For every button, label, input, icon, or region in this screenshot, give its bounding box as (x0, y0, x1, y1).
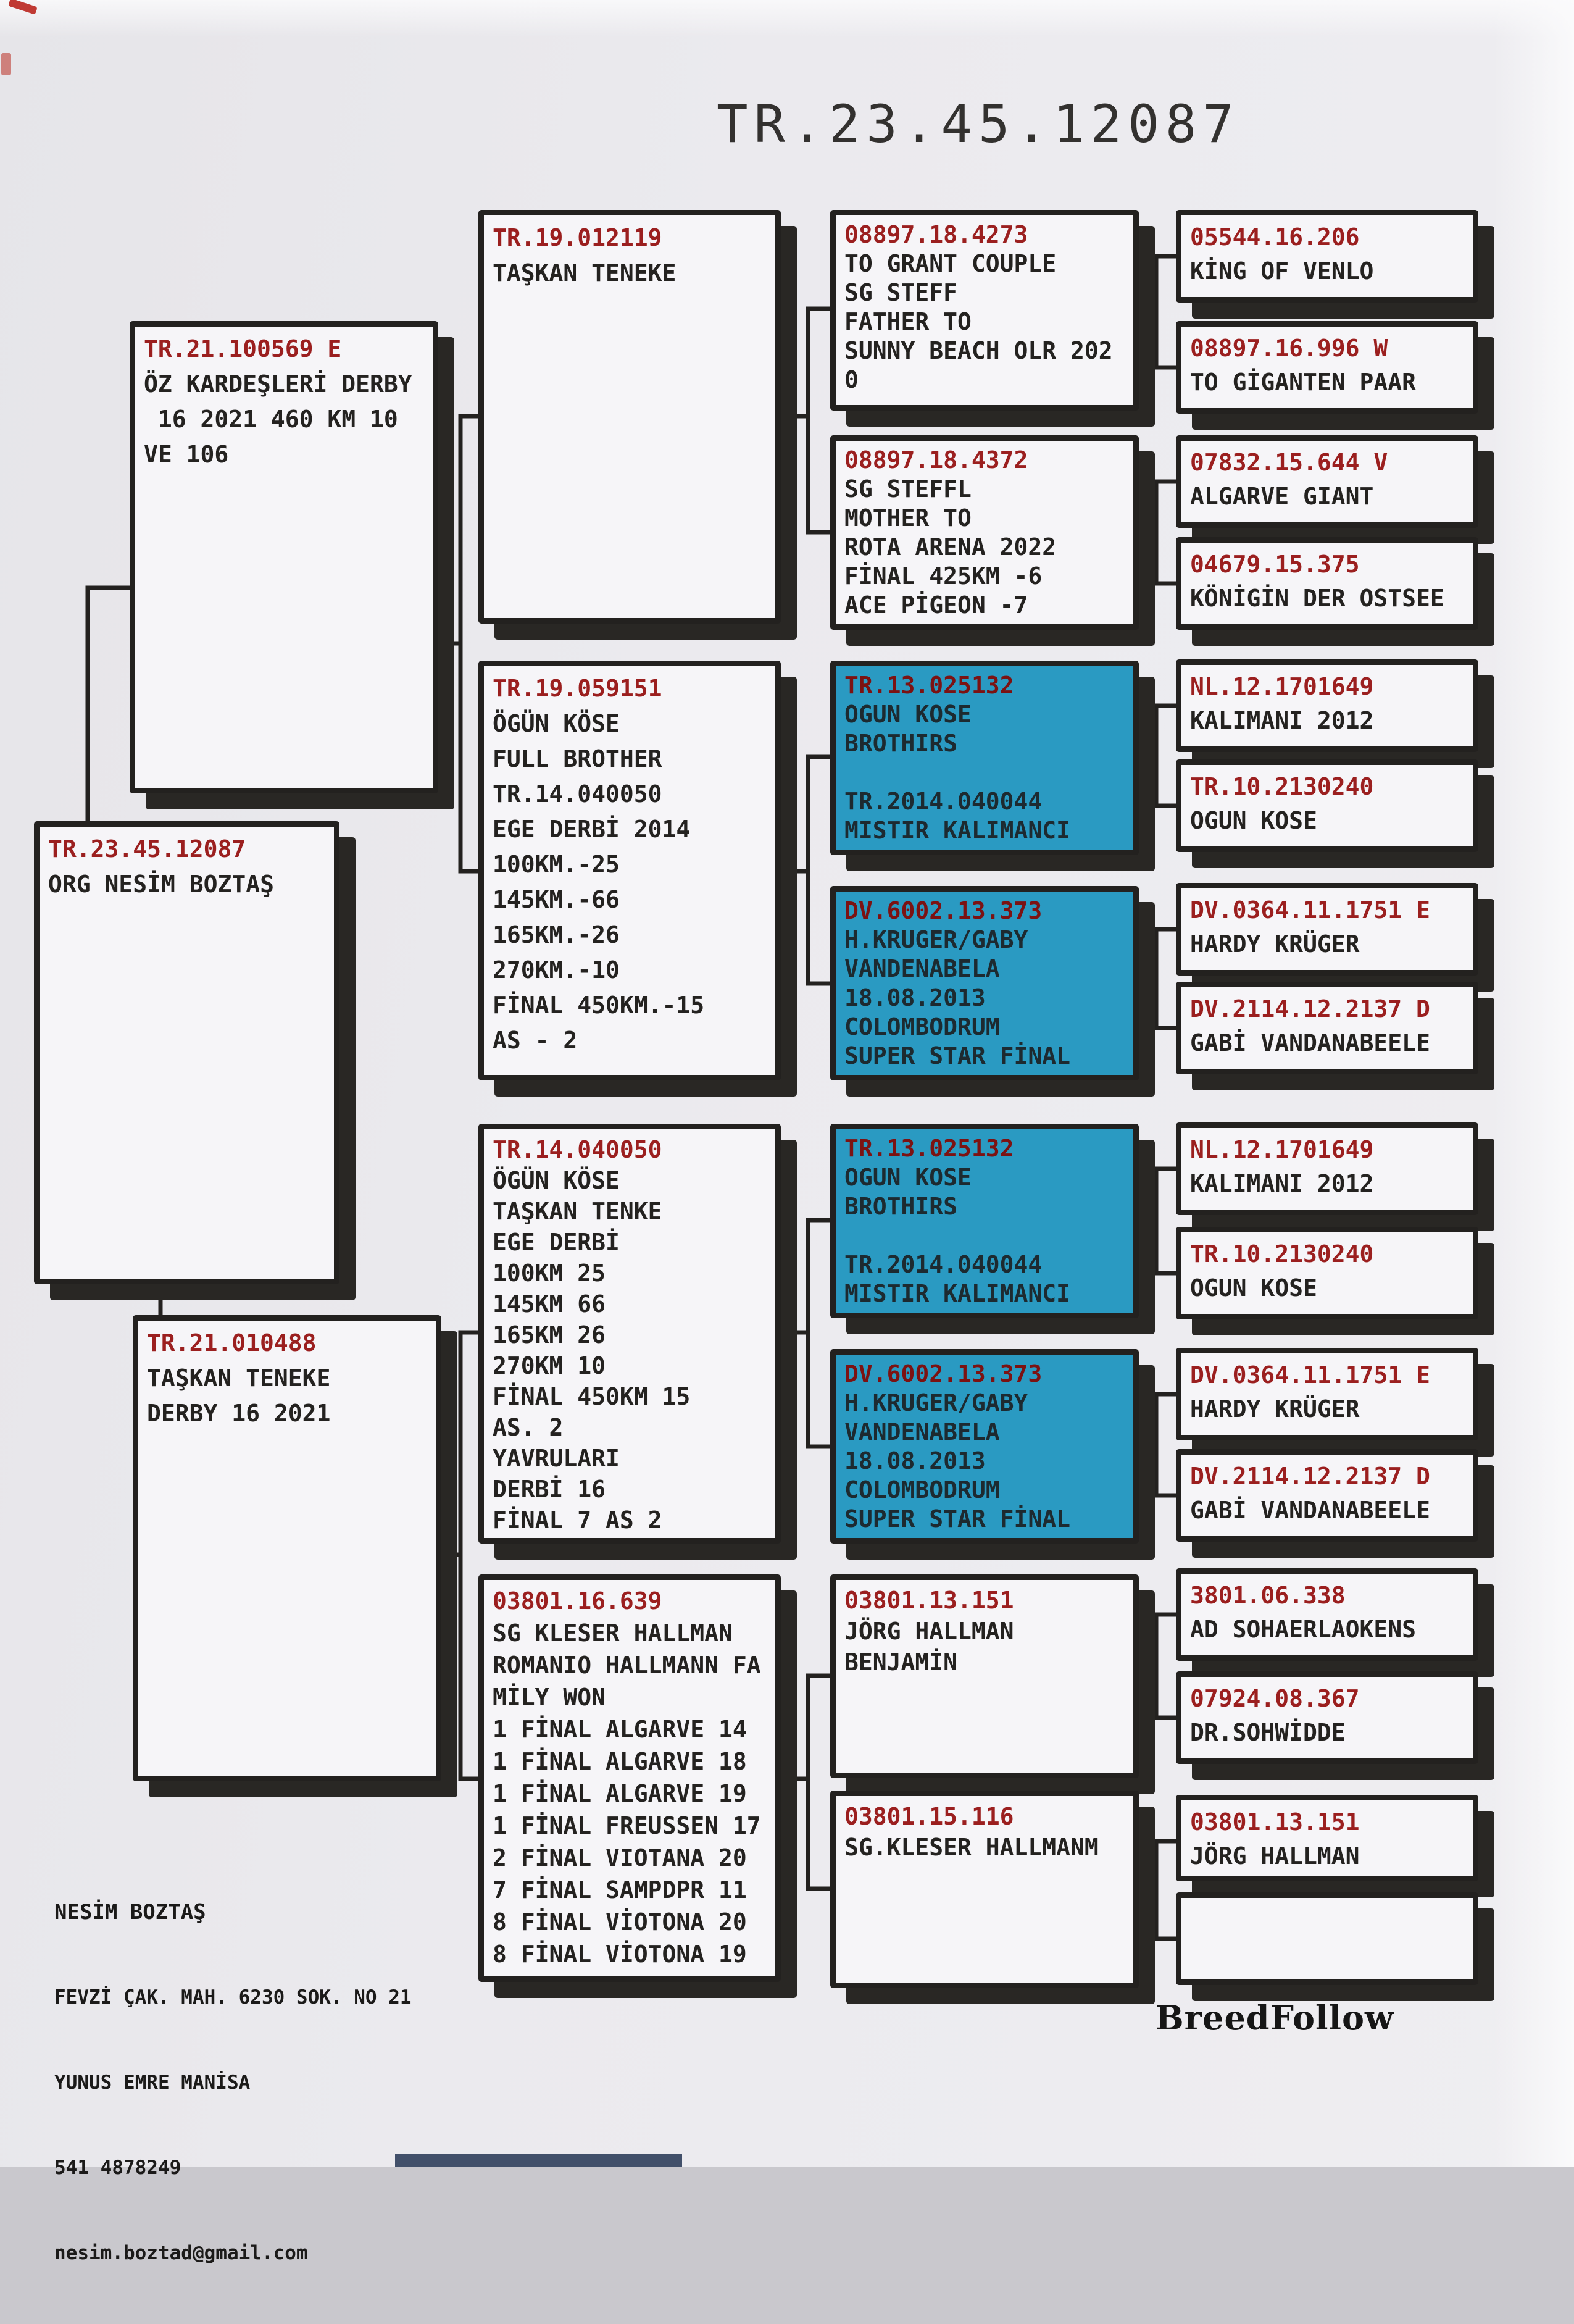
ring-number: TR.13.025132 (844, 1135, 1014, 1162)
ring-number: TR.21.010488 (147, 1329, 317, 1356)
owner-email: nesim.boztad@gmail.com (54, 2242, 308, 2264)
pedigree-details: KALIMANI 2012 (1190, 707, 1374, 734)
pedigree-box-fmff (1176, 659, 1478, 752)
pedigree-details: AD SOHAERLAOKENS (1190, 1616, 1417, 1643)
pedigree-box-mff (830, 1124, 1139, 1318)
pedigree-box-mfmf (1176, 1348, 1478, 1440)
ring-number: DV.6002.13.373 (844, 897, 1043, 924)
pedigree-details: H.KRUGER/GABY VANDENABELA 18.08.2013 COLOMBODRUM SUPER STAR FİNAL (844, 926, 1071, 1069)
pedigree-box-fmf (830, 661, 1139, 855)
pedigree-details: OGUN KOSE BROTHIRS TR.2014.040044 MISTIR KALIMANCI (844, 1164, 1071, 1307)
pedigree-details: H.KRUGER/GABY VANDENABELA 18.08.2013 COLOMBODRUM SUPER STAR FİNAL (844, 1389, 1071, 1532)
owner-name: NESİM BOZTAŞ (54, 1900, 206, 1925)
ring-number: TR.21.100569 E (144, 335, 342, 362)
ring-number: TR.19.059151 (493, 675, 662, 702)
ring-number: TR.13.025132 (844, 672, 1014, 699)
pedigree-box-fmfm (1176, 759, 1478, 852)
pedigree-box-mffm (1176, 1227, 1478, 1319)
pedigree-details: ORG NESİM BOZTAŞ (48, 871, 275, 898)
pedigree-box-fm (478, 661, 781, 1080)
ring-number: NL.12.1701649 (1190, 1136, 1374, 1163)
pedigree-details: DR.SOHWİDDE (1190, 1719, 1346, 1746)
pedigree-details: OGUN KOSE (1190, 1274, 1317, 1302)
owner-address-line2: YUNUS EMRE MANİSA (54, 2071, 251, 2094)
scan-bottom-bar (395, 2154, 682, 2167)
pedigree-box-fmmf (1176, 883, 1478, 976)
owner-phone: 541 4878249 (54, 2157, 181, 2179)
ring-number: TR.10.2130240 (1190, 773, 1374, 800)
ring-number: TR.23.45.12087 (48, 835, 246, 863)
pedigree-details: JÖRG HALLMAN (1190, 1842, 1360, 1870)
ring-number: NL.12.1701649 (1190, 673, 1374, 700)
pedigree-box-mmf (830, 1574, 1139, 1778)
pedigree-details: JÖRG HALLMAN BENJAMİN (844, 1618, 1014, 1676)
pedigree-details: OGUN KOSE BROTHIRS TR.2014.040044 MISTIR KALIMANCI (844, 701, 1071, 844)
pedigree-details: TAŞKAN TENEKE DERBY 16 2021 (147, 1365, 331, 1427)
pedigree-box-mmmm-empty (1176, 1892, 1478, 1985)
ring-number: TR.10.2130240 (1190, 1240, 1374, 1268)
pedigree-details: KALIMANI 2012 (1190, 1170, 1374, 1197)
pedigree-details: KÖNİGİN DER OSTSEE (1190, 585, 1444, 612)
pedigree-details: ALGARVE GIANT (1190, 483, 1374, 510)
pedigree-box-mf (478, 1124, 781, 1544)
pedigree-box-mmff (1176, 1568, 1478, 1661)
pedigree-box-mmmf (1176, 1795, 1478, 1881)
pedigree-box-mother (133, 1315, 441, 1781)
ring-number: TR.19.012119 (493, 224, 662, 251)
pedigree-box-fmmm (1176, 982, 1478, 1074)
pedigree-details: TO GİGANTEN PAAR (1190, 369, 1417, 396)
ring-number: 03801.16.639 (493, 1587, 662, 1615)
pedigree-details: KİNG OF VENLO (1190, 257, 1374, 285)
ring-number: TR.14.040050 (493, 1136, 662, 1163)
pedigree-details: SG STEFFL MOTHER TO ROTA ARENA 2022 FİNAL 425KM -6 ACE PİGEON -7 (844, 475, 1057, 619)
ring-number: 08897.18.4372 (844, 446, 1028, 474)
pedigree-details: ÖGÜN KÖSE TAŞKAN TENKE EGE DERBİ 100KM 25 145KM 66 165KM 26 270KM 10 FİNAL 450KM 15 AS. 2 YAVRULARI DERBİ 16 FİNAL 7 AS 2 (493, 1167, 691, 1534)
ring-number: 03801.13.151 (1190, 1808, 1360, 1836)
ring-number: DV.6002.13.373 (844, 1360, 1043, 1387)
ring-number: 08897.18.4273 (844, 221, 1028, 248)
pedigree-details: TAŞKAN TENEKE (493, 259, 677, 286)
ring-number: 03801.15.116 (844, 1803, 1014, 1830)
owner-address-line1: FEVZİ ÇAK. MAH. 6230 SOK. NO 21 (54, 1986, 412, 2008)
pedigree-details: GABİ VANDANABEELE (1190, 1029, 1430, 1056)
pedigree-box-ffff (1176, 210, 1478, 303)
ring-number: 07924.08.367 (1190, 1685, 1360, 1712)
ring-number: 3801.06.338 (1190, 1582, 1346, 1609)
pedigree-box-ffmf (1176, 435, 1478, 528)
ring-number: DV.2114.12.2137 D (1190, 995, 1430, 1022)
pedigree-box-fff (830, 210, 1139, 411)
page-title: TR.23.45.12087 (716, 94, 1240, 154)
pedigree-details: GABİ VANDANABEELE (1190, 1497, 1430, 1524)
ring-number: 04679.15.375 (1190, 551, 1360, 578)
pedigree-details: OGUN KOSE (1190, 807, 1317, 834)
pedigree-box-ffm (830, 435, 1139, 630)
pedigree-box-subject (34, 821, 339, 1284)
pedigree-details: TO GRANT COUPLE SG STEFF FATHER TO SUNNY BEACH OLR 202 0 (844, 250, 1113, 393)
ring-number: DV.0364.11.1751 E (1190, 897, 1430, 924)
pedigree-box-fmm (830, 886, 1139, 1080)
pedigree-details: ÖZ KARDEŞLERİ DERBY 16 2021 460 KM 10 VE 106 (144, 370, 412, 468)
pedigree-box-fffm (1176, 321, 1478, 414)
owner-contact-block (54, 1841, 412, 2324)
ring-number: 08897.16.996 W (1190, 335, 1388, 362)
pedigree-box-mfmm (1176, 1449, 1478, 1542)
pedigree-details: SG KLESER HALLMAN ROMANIO HALLMANN FA MİLY WON 1 FİNAL ALGARVE 14 1 FİNAL ALGARVE 18 1 FİNAL ALGARVE 19 1 FİNAL FREUSSEN 17 2 FİNAL VIOTANA 20 7 FİNAL SAMPDPR 11 8 FİNAL VİOTONA 20 8 FİNAL VİOTONA 19 (493, 1620, 761, 1968)
pedigree-details: SG.KLESER HALLMANM (844, 1834, 1099, 1861)
ring-number: 03801.13.151 (844, 1587, 1014, 1614)
pedigree-box-ffmm (1176, 537, 1478, 630)
pedigree-details: ÖGÜN KÖSE FULL BROTHER TR.14.040050 EGE DERBİ 2014 100KM.-25 145KM.-66 165KM.-26 270KM.-10 FİNAL 450KM.-15 AS - 2 (493, 710, 705, 1054)
pedigree-box-mmfm (1176, 1671, 1478, 1764)
ring-number: 05544.16.206 (1190, 224, 1360, 251)
pedigree-box-mfm (830, 1349, 1139, 1544)
pedigree-box-mm (478, 1574, 781, 1982)
pedigree-box-mfff (1176, 1122, 1478, 1215)
pedigree-details: HARDY KRÜGER (1190, 1395, 1360, 1423)
pedigree-details: HARDY KRÜGER (1190, 930, 1360, 958)
ring-number: DV.0364.11.1751 E (1190, 1361, 1430, 1389)
ring-number: 07832.15.644 V (1190, 449, 1388, 476)
pedigree-box-father (130, 321, 438, 793)
ring-number: DV.2114.12.2137 D (1190, 1463, 1430, 1490)
pedigree-box-mmm (830, 1791, 1139, 1988)
pedigree-box-ff (478, 210, 781, 624)
breedfollow-logo: BreedFollow (1156, 1998, 1394, 2038)
